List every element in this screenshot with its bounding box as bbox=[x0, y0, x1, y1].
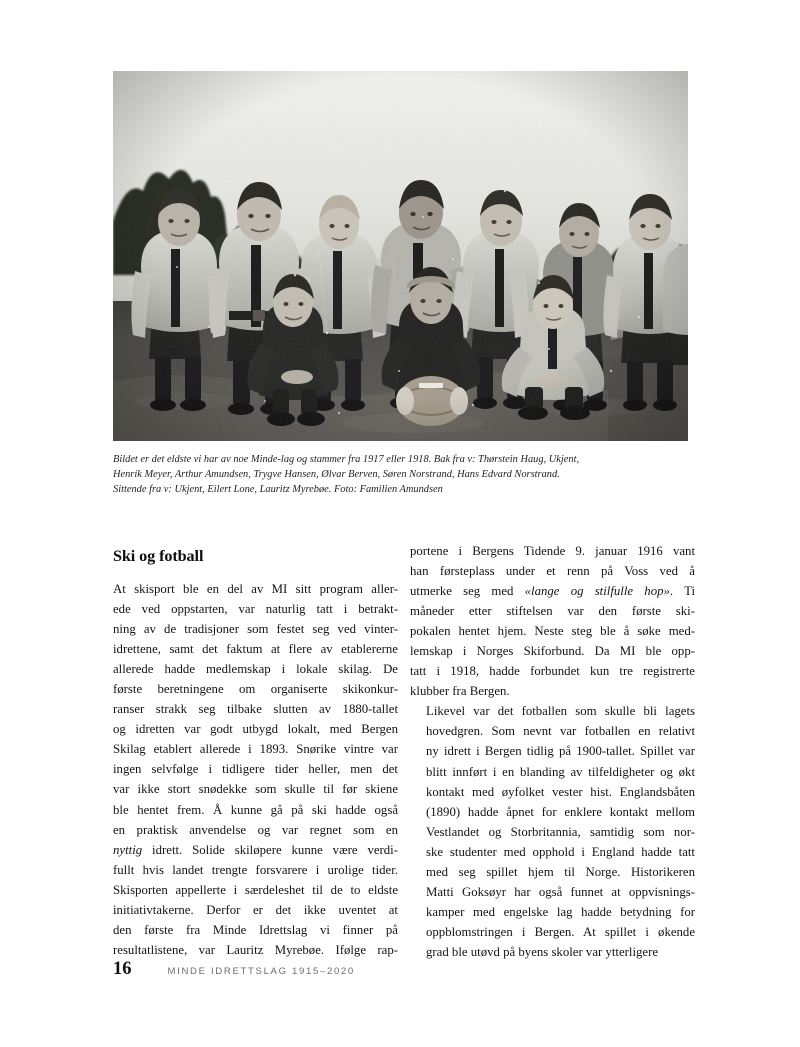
caption-line: Henrik Meyer, Arthur Amundsen, Trygve Hansen, Ølvar Berven, Søren Norstrand, Hans Edvard Norstrand. bbox=[113, 469, 560, 481]
vignette bbox=[113, 71, 688, 441]
text-line: Skisporten appellerte i særdeleshet til de to eldste bbox=[113, 882, 398, 897]
text-line: og idretten var godt utbygd lokalt, med Bergen bbox=[113, 722, 398, 737]
text-line: ske studenter med opphold i England hadde tatt bbox=[426, 844, 695, 859]
text-line: allerede hadde medlemskap i lokale skilag. De bbox=[113, 662, 398, 677]
caption-line: Sittende fra v: Ukjent, Eilert Lone, Lauritz Myrebøe. Foto: Familien Amundsen bbox=[113, 484, 443, 496]
text-line: Vestlandet og Storbritannia, samtidig som nor- bbox=[426, 824, 695, 839]
text-line: kontakt med øyfolket vester hist. Englandsbåten bbox=[426, 784, 695, 799]
figure-caption bbox=[113, 452, 691, 498]
text-line: med seg spillet hjem til Norge. Historikeren bbox=[426, 864, 695, 879]
text-line: pokalen hentet hjem. Neste steg ble å søke med- bbox=[410, 624, 695, 639]
text-line: fullt hvis landet trengte forsvarere i urolige tider. bbox=[113, 862, 398, 877]
page-footer bbox=[113, 960, 355, 979]
text-line: blitt innført i en blanding av tilfeldigheter og økt bbox=[426, 764, 695, 779]
text-line: måneder etter stiftelsen var den første ski- bbox=[410, 604, 695, 619]
text-line: initiativtakerne. Derfor er det ikke uventet at bbox=[113, 902, 398, 917]
text-line-prefix: utmerke seg med bbox=[410, 584, 525, 599]
text-line: ede ved oppstarten, var naturlig tatt i betrakt- bbox=[113, 602, 398, 617]
text-line-with-emphasis bbox=[113, 840, 398, 860]
text-line: tatt i 1918, hadde forbundet kun tre registrerte bbox=[410, 664, 695, 679]
text-line: resultatlistene, var Lauritz Myrebøe. Ifølge rap- bbox=[113, 942, 398, 957]
text-line: første beretningene om organiserte skikonkur- bbox=[113, 682, 398, 697]
text-line: den første fra Minde Idrettslag vi finner på bbox=[113, 922, 398, 937]
text-line: (1890) hadde åpnet for enklere kontakt mellom bbox=[426, 804, 695, 819]
historic-team-photograph bbox=[113, 71, 688, 441]
text-line: en praktisk anvendelse og var regnet som en bbox=[113, 822, 398, 837]
running-head: MINDE IDRETTSLAG 1915–2020 bbox=[167, 966, 355, 977]
caption-line: Bildet er det eldste vi har av noe Minde-lag og stammer fra 1917 eller 1918. Bak fra v: Thørstein Haug, Ukjent, bbox=[113, 454, 580, 465]
text-line: var ikke stort snødekke som skulle til før skiene bbox=[113, 782, 398, 797]
text-line-with-quote bbox=[410, 581, 695, 601]
emphasis-quote: «lange og stilfulle hop» bbox=[524, 584, 670, 599]
text-line: ingen selvfølge i tidligere tider heller, men det bbox=[113, 762, 398, 777]
text-line: portene i Bergens Tidende 9. januar 1916 vant bbox=[410, 544, 695, 558]
text-line-remainder: idrett. Solide skiløpere kunne være verdi- bbox=[142, 842, 398, 857]
body-column-left bbox=[113, 546, 398, 960]
text-line: ble hentet frem. Å kunne gå på ski hadde også bbox=[113, 802, 398, 817]
text-line: Matti Goksøyr har også funnet at oppvisnings- bbox=[426, 884, 695, 899]
body-column-right bbox=[410, 541, 695, 962]
paragraph-ski bbox=[113, 579, 398, 960]
paragraph-skipokal bbox=[410, 541, 695, 701]
text-line: hovedgren. Som nevnt var fotballen en relativt bbox=[426, 724, 695, 739]
text-line: oppblomstringen i Bergen. At spillet i økende bbox=[426, 924, 695, 939]
text-line-suffix: . Ti bbox=[669, 584, 696, 599]
page-number: 16 bbox=[113, 959, 132, 979]
emphasis-nyttig: nyttig bbox=[113, 842, 143, 857]
text-line: Skilag etablert allerede i 1893. Snørike vintre var bbox=[113, 742, 398, 757]
text-line: At skisport ble en del av MI sitt program aller- bbox=[113, 582, 398, 596]
text-line: Likevel var det fotballen som skulle bli lagets bbox=[426, 704, 695, 719]
text-line: han førsteplass under et renn på Voss ved å bbox=[410, 564, 695, 579]
page-title: Ski og fotball bbox=[113, 547, 204, 565]
text-line: ranser strakk seg tilbake slutten av 1880-tallet bbox=[113, 702, 398, 717]
text-line: lemskap i Norges Skiforbund. Da MI ble opp- bbox=[410, 644, 695, 659]
text-line: grad ble utøvd på byens skoler var ytterligere bbox=[426, 944, 659, 959]
text-line: ny idrett i Bergen tidlig på 1900-tallet. Spillet var bbox=[426, 744, 695, 759]
text-line: idrettene, samt det faktum at flere av etablererne bbox=[113, 642, 398, 657]
text-line: kamper med engelske lag hadde betydning for bbox=[426, 904, 695, 919]
text-line: ning av de tradisjoner som festet seg ved vinter- bbox=[113, 622, 398, 637]
paragraph-fotball bbox=[410, 701, 695, 962]
photograph-illustration bbox=[113, 71, 688, 441]
text-line: klubber fra Bergen. bbox=[410, 684, 510, 699]
